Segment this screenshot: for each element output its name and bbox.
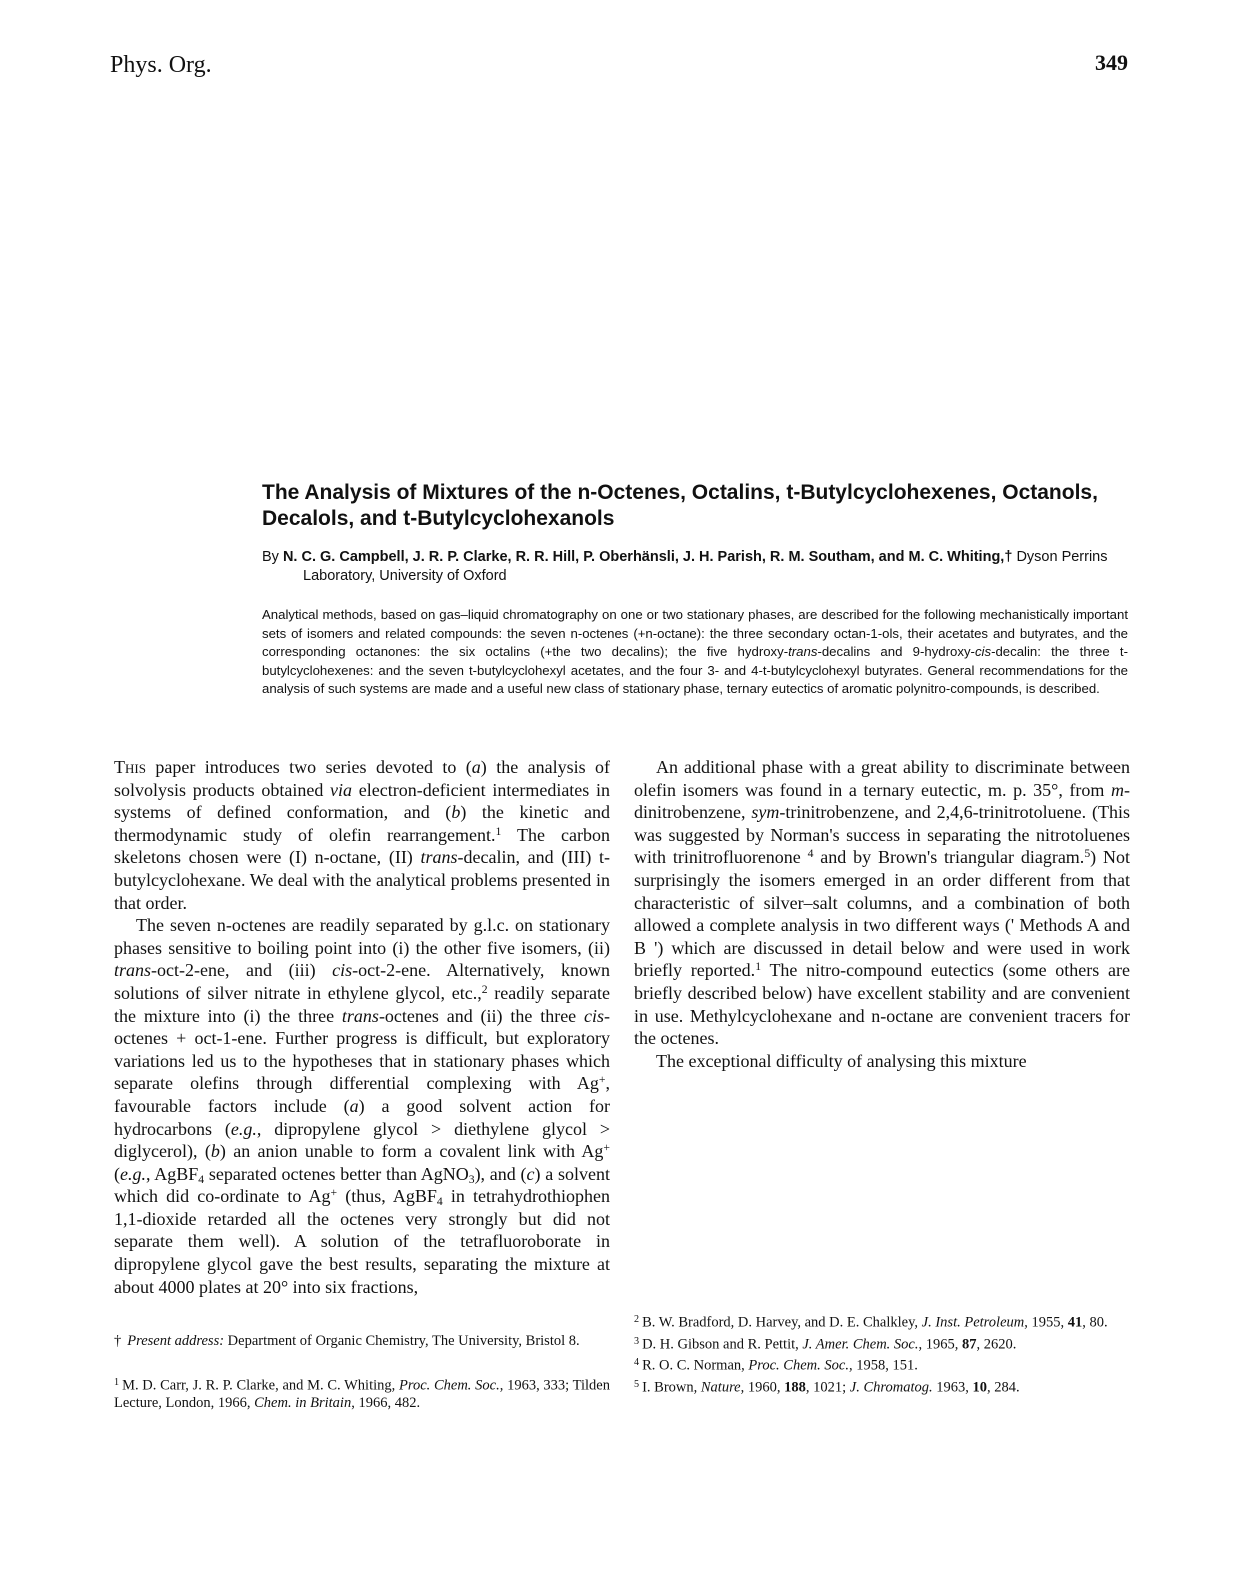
footnote-number: 4 (634, 1357, 640, 1369)
footnote-3 (634, 1333, 1130, 1354)
footnote-number: 2 (634, 1314, 640, 1325)
footnote-text: , 1958, 151. (848, 1357, 918, 1374)
reference-marker: 1 (495, 824, 502, 838)
footnote-text: , 2620. (976, 1336, 1017, 1353)
text-italic: trans (114, 960, 152, 981)
journal-name: Nature (700, 1379, 741, 1396)
text-italic: trans (341, 1005, 379, 1026)
author-list: N. C. G. Campbell, J. R. P. Clarke, R. R. Hill, P. Oberhänsli, J. H. Parish, R. M. Southam, and M. C. Whiting,† (282, 549, 1013, 565)
footnote-text: B. W. Bradford, D. Harvey, and D. E. Chalkley, (642, 1314, 922, 1331)
dagger-mark: † (114, 1333, 122, 1349)
text-run: -oct-2-ene, and (iii) (151, 960, 333, 981)
volume-number: 188 (784, 1379, 806, 1396)
footnote-number: 5 (634, 1378, 640, 1390)
text-run: ) the analysis of solvolysis products obtained (114, 757, 610, 800)
text-run: -octenes and (ii) the three (378, 1005, 584, 1026)
text-italic: c (526, 1163, 535, 1184)
journal-name: Proc. Chem. Soc. (398, 1377, 500, 1394)
formula-subscript: 4 (198, 1172, 205, 1186)
journal-name: Proc. Chem. Soc. (748, 1357, 849, 1374)
text-run: (thus, AgBF (337, 1186, 437, 1207)
footnote-text: , 1960, (740, 1379, 785, 1396)
text-run: , dipropylene glycol > diethylene glycol > diglycerol), ( (114, 1118, 611, 1162)
footnote-text: 1963, (932, 1379, 973, 1396)
journal-name: J. Chromatog. (849, 1379, 933, 1396)
footnote-2 (634, 1311, 1130, 1332)
text-run: -octenes + oct-1-ene. Further progress is difficult, but exploratory variations led us to the hypotheses that in stationary phases which separate olefins through differential complexing with Ag (114, 1005, 610, 1094)
text-run: -trinitrobenzene, and 2,4,6-trinitrotoluene. (This was suggested by Norman's success in separating the nitrotoluenes with trinitrofluorenone (634, 802, 1130, 868)
volume-number: 10 (972, 1379, 987, 1396)
journal-name: J. Inst. Petroleum (921, 1314, 1025, 1331)
text-italic: cis (332, 960, 353, 981)
byline (262, 548, 1128, 586)
article-title: The Analysis of Mixtures of the n-Octenes, Octalins, t-Butylcyclohexenes, Octanols, Decalols, and t-Butylcyclohexanols (262, 481, 1098, 530)
text-italic: e.g. (230, 1118, 257, 1139)
text-run: The seven n-octenes are readily separated by g.l.c. on stationary phases sensitive to boiling point into (i) the other five isomers, (ii) (114, 915, 610, 958)
footnote-text: , 284. (987, 1379, 1020, 1396)
text-run: The exceptional difficulty of analysing this mixture (656, 1050, 1027, 1071)
text-run: -dinitrobenzene, (634, 779, 1130, 823)
text-run: separated octenes better than AgNO (204, 1163, 469, 1184)
reference-marker: 5 (1084, 847, 1091, 861)
text-italic: a (471, 757, 481, 777)
volume-number: 87 (962, 1336, 977, 1353)
text-run: ) an anion unable to form a covalent link with Ag (219, 1141, 604, 1162)
footnote-text: R. O. C. Norman, (642, 1357, 749, 1374)
text-italic: via (330, 779, 353, 800)
footnote-1 (114, 1374, 610, 1412)
text-run: and by Brown's triangular diagram. (813, 847, 1085, 868)
footnote-text: , 1965, (918, 1336, 962, 1353)
text-run: ) the kinetic and thermodynamic study of olefin rearrangement. (114, 802, 610, 845)
text-italic: e.g. (120, 1163, 146, 1184)
footnote-text: D. H. Gibson and R. Pettit, (642, 1336, 803, 1353)
paragraph-octenes (114, 914, 610, 1298)
page-number: 349 (1095, 50, 1128, 75)
text-run: The carbon skeletons chosen were (I) n-octane, (II) (114, 824, 610, 868)
footnote-text: M. D. Carr, J. R. P. Clarke, and M. C. Whiting, (122, 1377, 399, 1394)
reference-marker: 1 (755, 960, 762, 974)
text-run: ) a good solvent action for hydrocarbons ( (114, 1095, 611, 1139)
text-run: The nitro-compound eutectics (some others are briefly described below) have excellent stability and are convenient in use. Methylcyclohexane and n-octane are convenient tracers for the octenes. (634, 960, 1130, 1049)
footnote-number: 1 (114, 1377, 120, 1388)
text-run: ), and ( (474, 1163, 527, 1184)
journal-name: J. Amer. Chem. Soc. (802, 1336, 919, 1353)
text-run: ) Not surprisingly the isomers emerged in an order different from that characteristic of silver–salt columns, and a combination of both allowed a complete analysis in two different ways (' Methods A and B ') which are discussed in detail below and were used in work briefly reported. (634, 847, 1130, 981)
text-run: electron-deficient intermediates in systems of defined conformation, and ( (114, 779, 610, 823)
text-run: paper introduces two series devoted to ( (145, 757, 472, 777)
text-run: in tetrahydrothiophen 1,1-dioxide retarded all the octenes very strongly but did not separate them well). A solution of the tetrafluoroborate in dipropylene glycol gave the best results, separating the mixture at about 4000 plates at 20° into six fractions, (114, 1186, 610, 1297)
footnote-text: , 1021; (805, 1379, 850, 1396)
footnote-number: 3 (634, 1335, 640, 1347)
journal-name: Chem. in Britain (254, 1394, 352, 1411)
footnote-present-address (114, 1333, 610, 1350)
footnote-4 (634, 1354, 1130, 1375)
footnote-text: , 1966, 482. (351, 1394, 421, 1411)
paragraph-eutectic (634, 756, 1130, 1050)
abstract-text: Analytical methods, based on gas–liquid chromatography on one or two stationary phases, are described for the following mechanistically important sets of isomers and related compounds: the seven n-octenes (+n-octane): the three secondary octan-1-ols, their acetates and butyrates, and the corresponding octanones: the six octalins (+the two decalins); the five hydroxy- (262, 607, 1128, 659)
lead-word: This (114, 757, 146, 777)
footnote-text: I. Brown, (642, 1379, 701, 1396)
running-head: Phys. Org. (110, 52, 212, 78)
volume-number: 41 (1067, 1314, 1083, 1331)
formula-subscript: 4 (436, 1195, 443, 1209)
abstract-italic: trans (788, 644, 818, 659)
reference-marker: 4 (807, 847, 814, 861)
footnote-text: , 1955, (1024, 1314, 1068, 1331)
affiliation: Dyson Perrins Laboratory, University of Oxford (303, 549, 1108, 584)
abstract-text: -decalin: the three t-butylcyclohexenes: and the seven t-butylcyclohexyl acetates, and the four 3- and 4-t-butylcyclohexyl butyrates. General recommendations for the analysis of such systems are made and a useful new class of stationary phase, ternary eutectics of aromatic polynitro-compounds, is described. (262, 644, 1128, 696)
text-run: -oct-2-ene. Alternatively, known solutions of silver nitrate in ethylene glycol, etc., (114, 960, 610, 1003)
abstract-text: -decalins and 9-hydroxy- (817, 644, 975, 659)
text-run: readily separate the mixture into (i) the three (114, 982, 610, 1026)
title-block (262, 480, 1128, 699)
text-run: , favourable factors include ( (114, 1073, 610, 1116)
text-run: ( (114, 1163, 120, 1184)
charge-superscript: + (598, 1073, 606, 1087)
formula-subscript: 3 (468, 1172, 475, 1186)
footnote-label: Present address: (127, 1333, 225, 1349)
text-italic: a (349, 1095, 359, 1116)
footnote-text: , 80. (1082, 1314, 1108, 1331)
text-italic: trans (420, 847, 458, 868)
byline-prefix: By (262, 549, 279, 565)
text-italic: sym (751, 802, 780, 823)
abstract-italic: cis (974, 644, 992, 659)
charge-superscript: + (330, 1186, 338, 1200)
reference-marker: 2 (481, 983, 488, 997)
footnotes-right (634, 1311, 1130, 1396)
text-run: -decalin, and (III) t-butylcyclohexane. We deal with the analytical problems presented in that order. (114, 847, 610, 913)
charge-superscript: + (603, 1141, 610, 1155)
body-column-left (114, 756, 610, 1298)
footnote-5 (634, 1376, 1130, 1397)
text-italic: m (1111, 779, 1124, 800)
text-italic: cis (584, 1005, 604, 1026)
footnote-text: , 1963, 333; Tilden Lecture, London, 1966, (114, 1377, 610, 1411)
text-italic: b (210, 1141, 220, 1162)
abstract (262, 606, 1128, 699)
paragraph-difficulty (634, 1050, 1130, 1073)
footnote-text: Department of Organic Chemistry, The University, Bristol 8. (224, 1333, 580, 1349)
body-column-right (634, 756, 1130, 1072)
text-italic: b (451, 802, 461, 823)
text-run: An additional phase with a great ability to discriminate between olefin isomers was found in a ternary eutectic, m. p. 35°, from (634, 757, 1130, 800)
text-run: ) a solvent which did co-ordinate to Ag (114, 1163, 610, 1207)
text-run: , AgBF (146, 1163, 199, 1184)
paragraph-intro (114, 756, 610, 914)
